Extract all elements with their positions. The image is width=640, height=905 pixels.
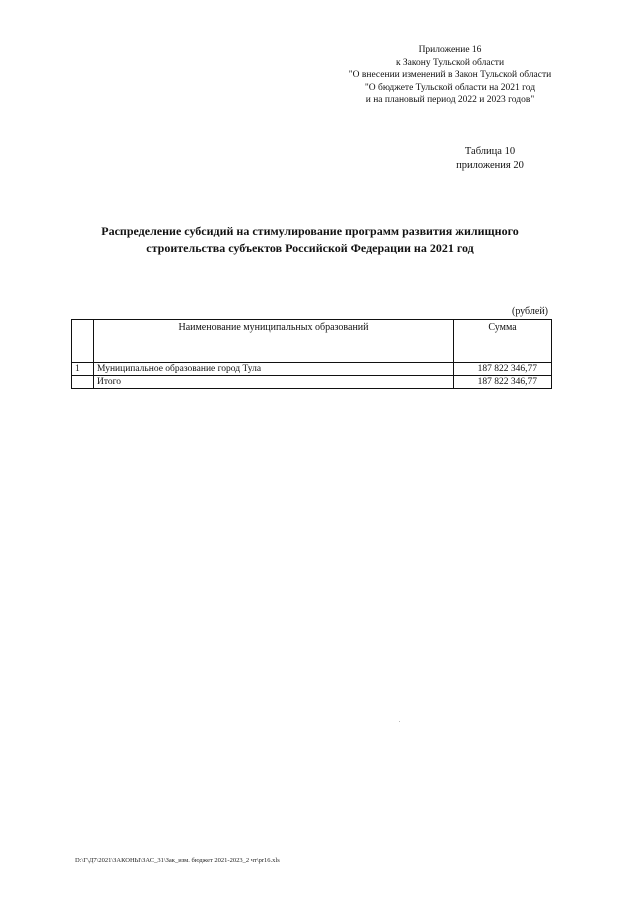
- file-path-footer: D:\Г\Д7\2021\ЗАКОНЫ\ЗАС_31\Зак_изм. бюджет 2021-2023_2 чт\pr16.xls: [75, 857, 280, 864]
- row-number: [72, 376, 94, 389]
- header-number: [72, 320, 94, 363]
- subsidy-table: [71, 319, 552, 389]
- row-name: Муниципальное образование город Тула: [94, 363, 454, 376]
- row-name: Итого: [94, 376, 454, 389]
- appendix-line: к Закону Тульской области: [395, 57, 505, 68]
- header-amount: Сумма: [454, 320, 552, 363]
- appendix-line: "О внесении изменений в Закон Тульской области: [348, 70, 552, 80]
- row-number: 1: [72, 363, 94, 376]
- table-header-row: [72, 320, 552, 363]
- appendix-number: приложения 20: [456, 160, 524, 171]
- appendix-header: [330, 44, 570, 107]
- table-row: [72, 363, 552, 376]
- title-line-1: Распределение субсидий на стимулирование программ развития жилищного: [101, 224, 519, 238]
- header-name: Наименование муниципальных образований: [94, 320, 454, 363]
- document-title: [60, 223, 560, 257]
- row-amount: 187 822 346,77: [454, 363, 552, 376]
- units-label: (рублей): [511, 306, 548, 317]
- table-reference: [440, 145, 540, 173]
- appendix-line: Приложение 16: [418, 45, 482, 55]
- row-amount: 187 822 346,77: [454, 376, 552, 389]
- appendix-line: "О бюджете Тульской области на 2021 год: [364, 82, 536, 93]
- scan-speck: [399, 721, 400, 722]
- table-total-row: [72, 376, 552, 389]
- appendix-line: и на плановый период 2022 и 2023 годов": [365, 95, 535, 105]
- table-number: Таблица 10: [464, 146, 516, 157]
- title-line-2: строительства субъектов Российской Федерации на 2021 год: [146, 241, 474, 255]
